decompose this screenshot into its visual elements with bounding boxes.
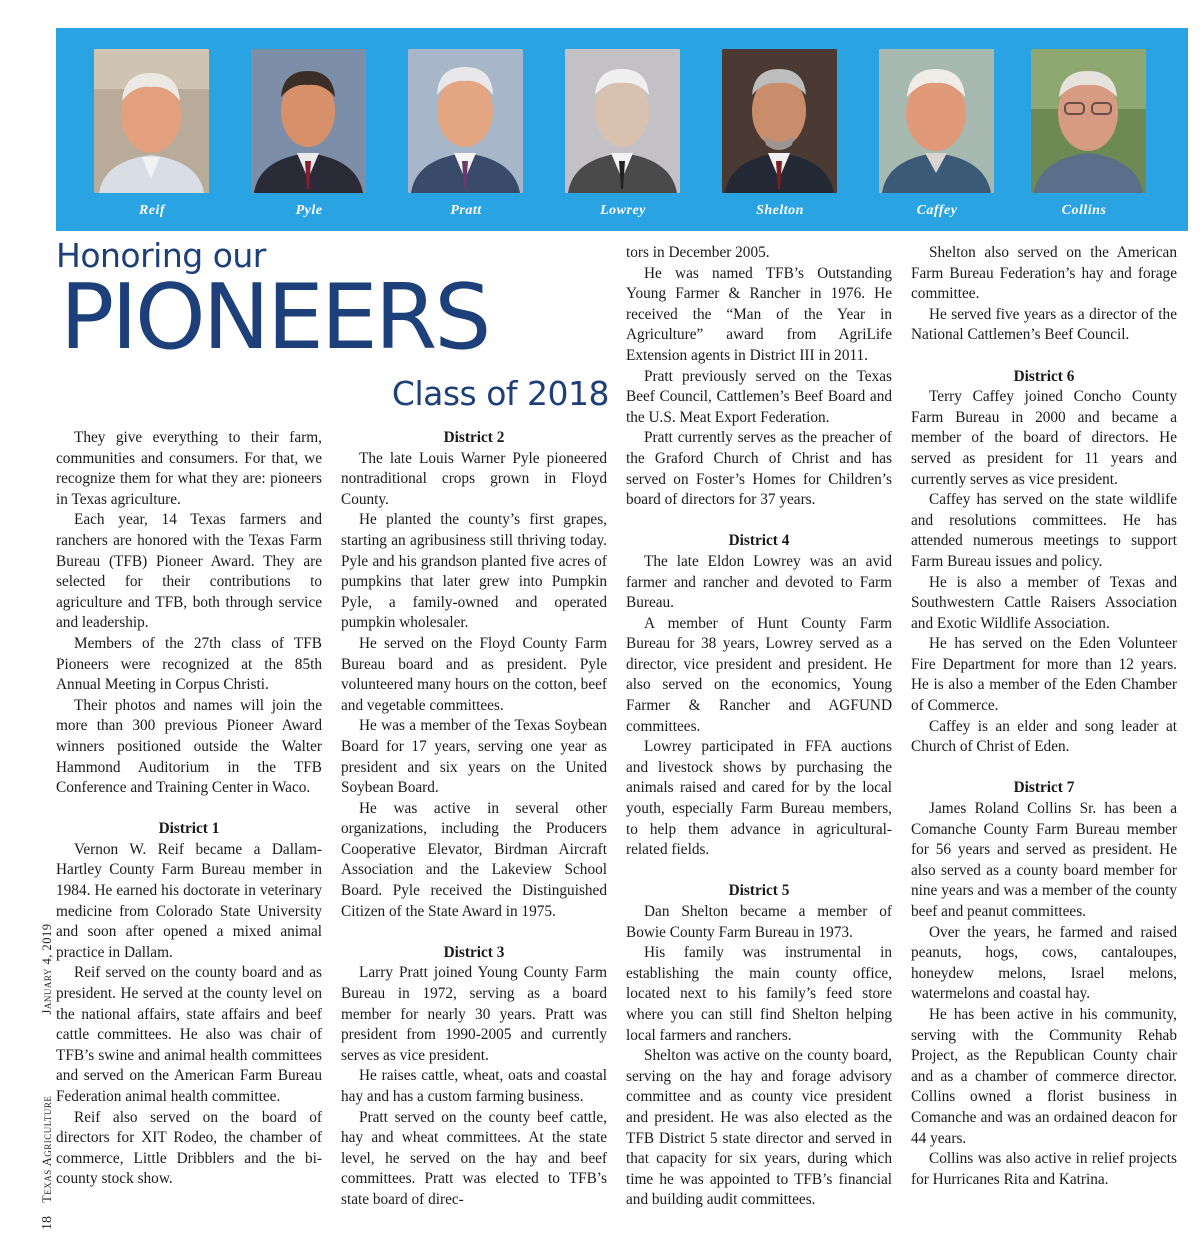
- paragraph: Dan Shelton became a member of Bowie County Farm Bureau in 1973.: [626, 903, 892, 941]
- paragraph: The late Eldon Lowrey was an avid farmer and rancher and devoted to Farm Bureau.: [626, 552, 892, 612]
- text-column-4: [911, 243, 1177, 1190]
- pioneer-name-pratt: Pratt: [450, 203, 482, 218]
- paragraph: Shelton also served on the American Farm Bureau Federation’s hay and forage committee.: [911, 244, 1177, 303]
- paragraph: Reif also served on the board of directors for XIT Rodeo, the chamber of commerce, Little Dribblers and the bi-county stock show.: [56, 1108, 322, 1188]
- article-title: [56, 236, 611, 416]
- paragraph: Pratt currently serves as the preacher of the Graford Church of Christ and has served on Foster’s Homes for Children’s board of directors for 37 years.: [626, 429, 892, 509]
- page-number: 18: [40, 1216, 55, 1230]
- district-6-heading: District 6: [1013, 367, 1075, 385]
- pioneer-name-reif: Reif: [138, 203, 166, 218]
- pioneer-name-caffey: Caffey: [916, 203, 958, 218]
- title-class-label: Class of 2018: [391, 374, 609, 413]
- paragraph: Members of the 27th class of TFB Pioneers were recognized at the 85th Annual Meeting in Corpus Christi.: [56, 634, 322, 694]
- paragraph: He was a member of the Texas Soybean Board for 17 years, serving one year as president and six years on the United Soybean Board.: [341, 717, 607, 797]
- paragraph: He was named TFB’s Outstanding Young Farmer & Rancher in 1976. He received the “Man of the Year in Agriculture” award from AgriLife Extension agents in District III in 2011.: [626, 264, 892, 364]
- district-5-heading: District 5: [728, 882, 790, 900]
- paragraph: Pratt served on the county beef cattle, hay and wheat committees. At the state level, he served on the hay and beef committees. Pratt was elected to TFB’s state board of direc-: [341, 1108, 607, 1208]
- paragraph: A member of Hunt County Farm Bureau for 38 years, Lowrey served as a director, vice president and president. He also served on the economics, Young Farmer & Rancher and AGFUND committees.: [626, 614, 892, 735]
- portrait-pyle: [251, 49, 366, 193]
- paragraph: Collins was also active in relief projects for Hurricanes Rita and Katrina.: [911, 1150, 1177, 1188]
- paragraph: Shelton was active on the county board, serving on the hay and forage advisory committee and as county vice president and president. He was also elected as the TFB District 5 state director and served in that capacity for six years, during which time he was appointed to TFB’s financial and building audit committees.: [626, 1047, 892, 1209]
- portrait-lowrey: [565, 49, 680, 193]
- paragraph: Caffey is an elder and song leader at Church of Christ of Eden.: [911, 717, 1177, 756]
- paragraph: James Roland Collins Sr. has been a Comanche County Farm Bureau member for 56 years and served as president. He also served as a county board member for nine years and was a member of the county beef and peanut committees.: [911, 800, 1177, 920]
- district-7-heading: District 7: [1013, 779, 1075, 797]
- issue-date: January 4, 2019: [40, 923, 54, 1015]
- paragraph: Each year, 14 Texas farmers and ranchers are honored with the Texas Farm Bureau (TFB) Pioneer Award. They are selected for their contributions to agriculture and TFB, both through service and leadership.: [56, 511, 322, 632]
- page-folio: [40, 923, 56, 1230]
- publication-name: Texas Agriculture: [40, 1095, 54, 1203]
- portrait-reif: [94, 49, 209, 193]
- text-column-2: [341, 428, 607, 1211]
- paragraph: Terry Caffey joined Concho County Farm Bureau in 2000 and became a member of the board of directors. He served as president for 11 years and currently serves as vice president.: [911, 388, 1177, 488]
- paragraph: His family was instrumental in establishing the main county office, located next to his family’s feed store where you can still find Shelton helping local farmers and ranchers.: [626, 944, 892, 1044]
- paragraph: He was active in several other organizations, including the Producers Cooperative Elevator, Birdman Aircraft Association and the Lakeview School Board. Pyle received the Distinguished Citizen of the State Award in 1975.: [341, 799, 607, 920]
- title-subheading: Honoring our: [56, 236, 266, 275]
- paragraph: He has been active in his community, serving with the Community Rehab Project, as the Republican County chair and as a chamber of commerce director. Collins owned a florist business in Comanche and was an ordained deacon for 44 years.: [911, 1005, 1177, 1147]
- paragraph: tors in December 2005.: [626, 244, 770, 261]
- pioneer-name-lowrey: Lowrey: [600, 203, 646, 218]
- pioneer-name-pyle: Pyle: [295, 203, 323, 218]
- pioneer-name-shelton: Shelton: [756, 203, 804, 218]
- paragraph: He has served on the Eden Volunteer Fire Department for more than 12 years. He is also a member of the Eden Chamber of Commerce.: [911, 635, 1177, 715]
- paragraph: Over the years, he farmed and raised peanuts, hogs, cows, cantaloupes, honeydew melons, Israel melons, watermelons and coastal hay.: [911, 923, 1177, 1003]
- district-4-heading: District 4: [728, 532, 790, 550]
- paragraph: Lowrey participated in FFA auctions and livestock shows by purchasing the animals raised and cared for by the local youth, especially Farm Bureau members, to help them advance in agricultural-related fields.: [626, 738, 892, 859]
- district-3-heading: District 3: [443, 943, 505, 961]
- district-2-heading: District 2: [443, 429, 505, 446]
- paragraph: Pratt previously served on the Texas Beef Council, Cattlemen’s Beef Board and the U.S. Meat Export Federation.: [626, 367, 892, 426]
- paragraph: He served on the Floyd County Farm Bureau board and as president. Pyle volunteered many hours on the cotton, beef and vegetable committees.: [341, 634, 607, 714]
- paragraph: Caffey has served on the state wildlife and resolutions committees. He has attended numerous meetings to support Farm Bureau issues and policy.: [911, 491, 1177, 570]
- title-main: PIONEERS: [60, 265, 489, 370]
- pioneer-photo-banner: [56, 28, 1188, 231]
- district-1-heading: District 1: [158, 820, 220, 838]
- text-column-3: [626, 243, 892, 1211]
- paragraph: The late Louis Warner Pyle pioneered nontraditional crops grown in Floyd County.: [341, 449, 607, 508]
- paragraph: He served five years as a director of the National Cattlemen’s Beef Council.: [911, 305, 1177, 344]
- paragraph: He is also a member of Texas and Southwestern Cattle Raisers Association and Exotic Wildlife Association.: [911, 573, 1177, 632]
- portrait-pratt: [408, 49, 523, 193]
- paragraph: He raises cattle, wheat, oats and coastal hay and has a custom farming business.: [341, 1067, 607, 1105]
- paragraph: He planted the county’s first grapes, starting an agribusiness still thriving today. Pyle and his grandson planted five acres of pumpkins that later grew into Pumpkin Pyle, a family-owned and operated pumpkin wholesaler.: [341, 511, 607, 632]
- portrait-collins: [1031, 49, 1146, 193]
- text-column-1: [56, 428, 322, 1190]
- pioneer-name-collins: Collins: [1061, 203, 1107, 218]
- paragraph: Vernon W. Reif became a Dallam-Hartley County Farm Bureau member in 1984. He earned his doctorate in veterinary medicine from Colorado State University and soon after opened a mixed animal practice in Dallam.: [56, 840, 322, 961]
- paragraph: They give everything to their farm, communities and consumers. For that, we recognize them for what they are: pioneers in Texas agriculture.: [56, 429, 322, 508]
- paragraph: Larry Pratt joined Young County Farm Bureau in 1972, serving as a board member for nearly 30 years. Pratt was president from 1990-2005 and currently serves as vice president.: [341, 964, 607, 1064]
- portrait-shelton: [722, 49, 837, 193]
- paragraph: Reif served on the county board and as president. He served at the county level on the national affairs, state affairs and beef cattle committees. He also was chair of TFB’s swine and animal health committees and served on the American Farm Bureau Federation animal health committee.: [56, 964, 322, 1105]
- portrait-caffey: [879, 49, 994, 193]
- paragraph: Their photos and names will join the more than 300 previous Pioneer Award winners positioned outside the Walter Hammond Auditorium in the TFB Conference and Training Center in Waco.: [56, 696, 322, 797]
